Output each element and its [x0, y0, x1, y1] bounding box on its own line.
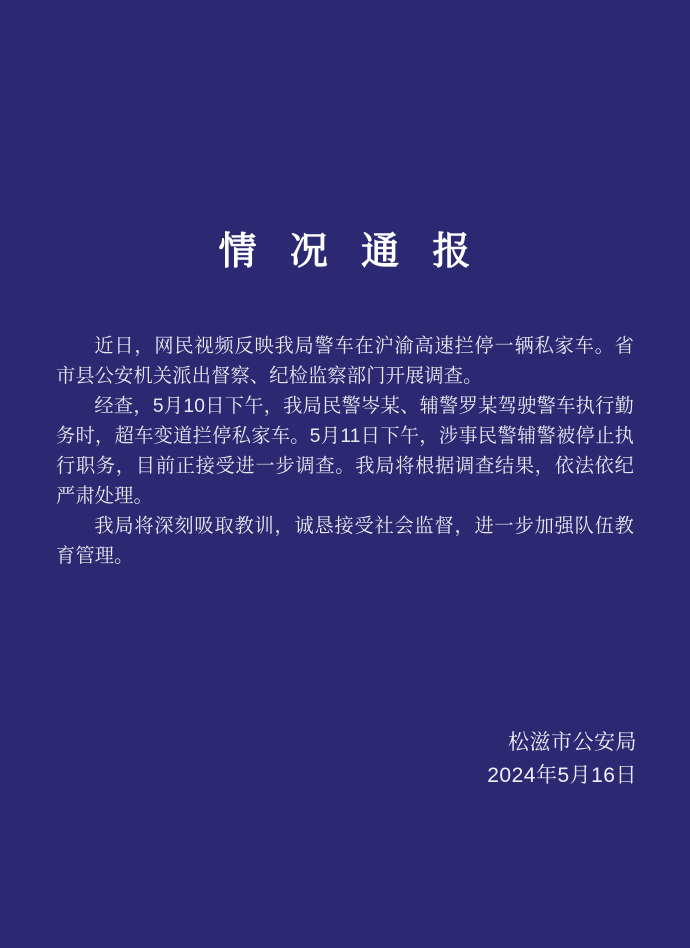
notice-paragraph-2: 经查，5月10日下午，我局民警岑某、辅警罗某驾驶警车执行勤务时，超车变道拦停私家车。5月11日下午，涉事民警辅警被停止执行职务，目前正接受进一步调查。我局将根据调查结果，依法依纪严肃处理。 [56, 396, 634, 507]
notice-paragraph-3: 我局将深刻吸取教训，诚恳接受社会监督，进一步加强队伍教育管理。 [56, 516, 634, 567]
issue-date: 2024年5月16日 [487, 763, 637, 787]
issuer-name: 松滋市公安局 [508, 731, 637, 754]
notice-body [56, 332, 634, 572]
notice-title: 情 况 通 报 [218, 228, 472, 273]
signature-block [487, 727, 637, 792]
notice-paragraph-1: 近日，网民视频反映我局警车在沪渝高速拦停一辆私家车。省市县公安机关派出督察、纪检监察部门开展调查。 [56, 336, 634, 387]
